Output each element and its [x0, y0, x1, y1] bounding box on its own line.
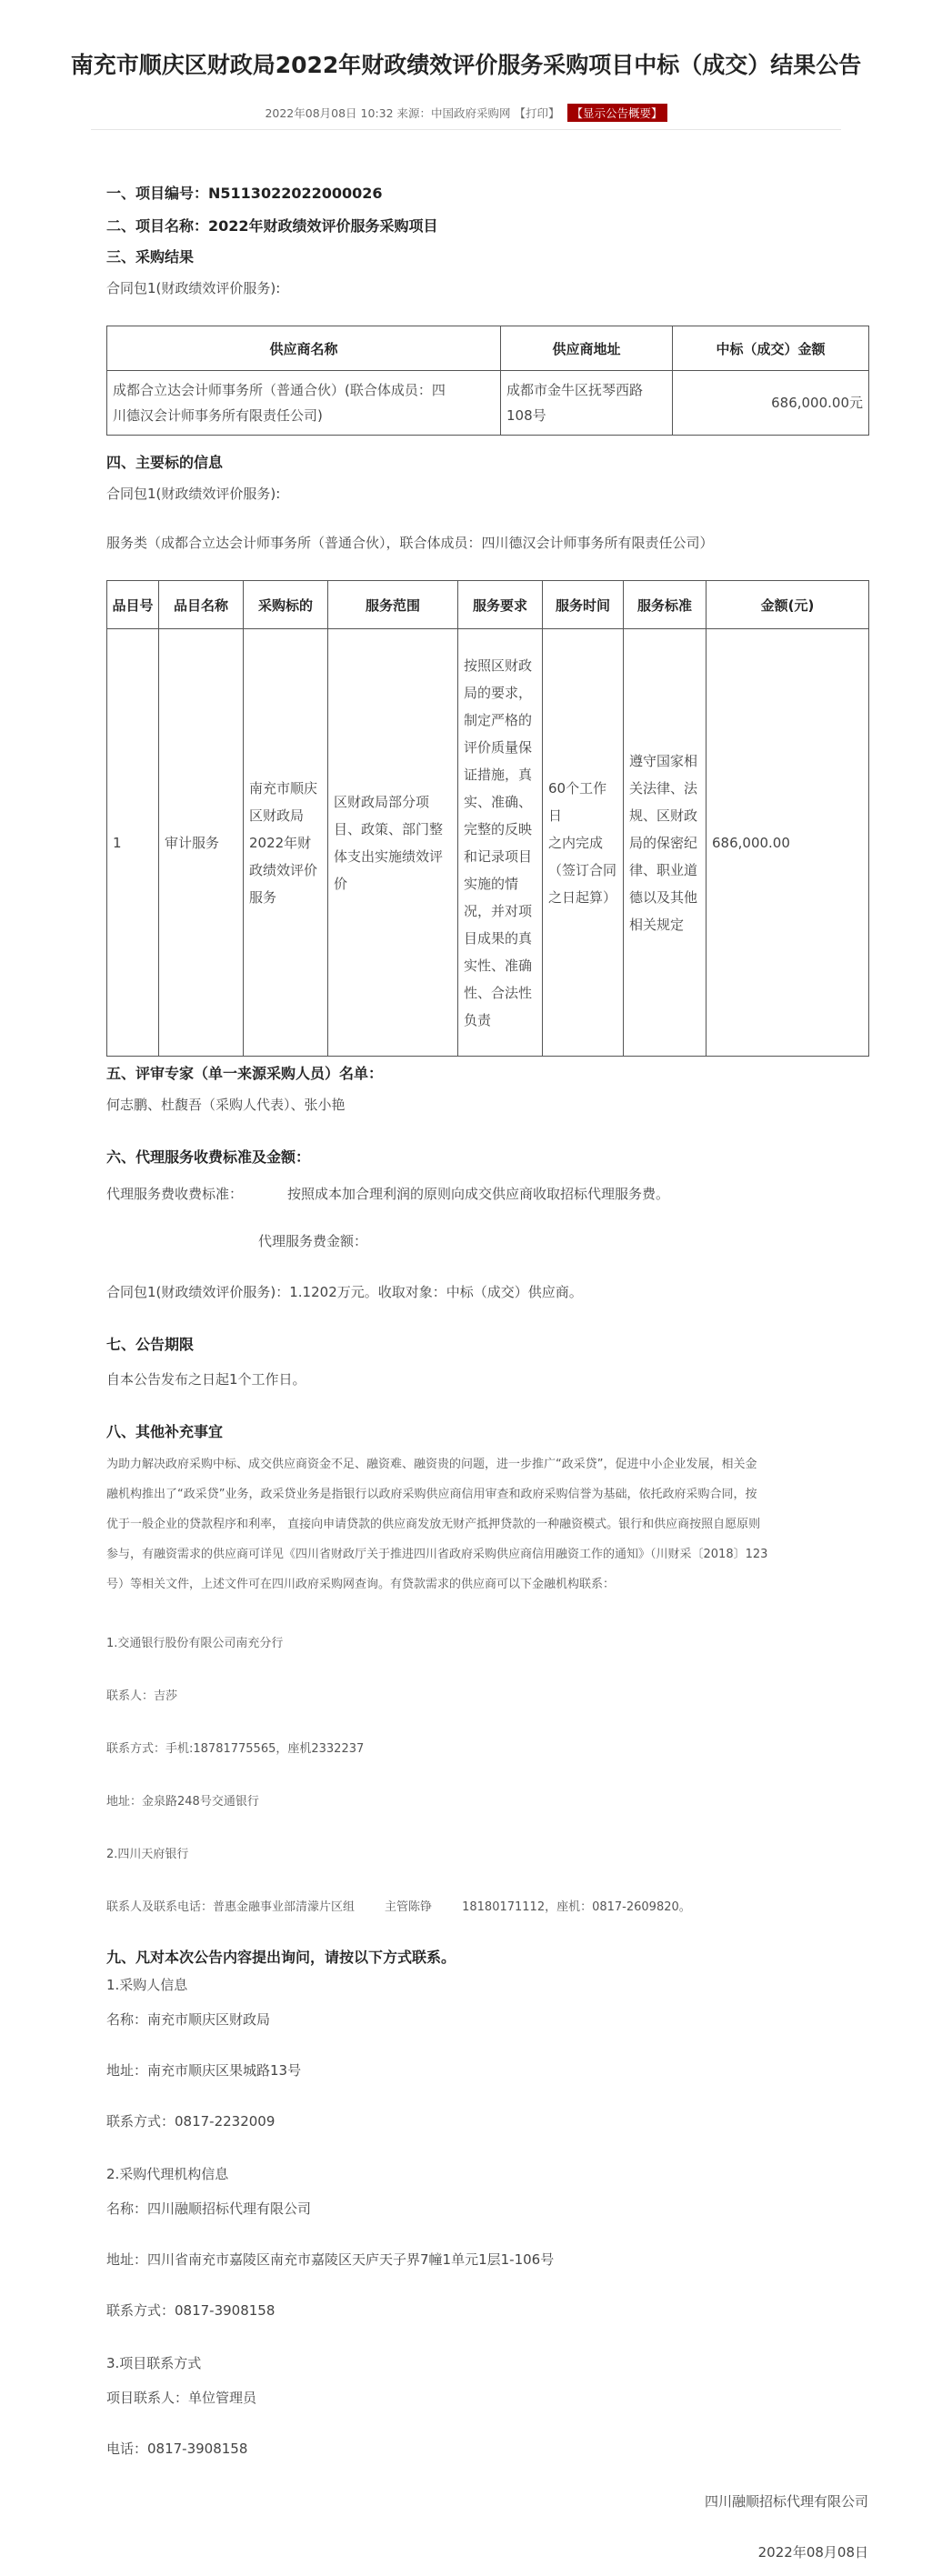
service-type: 服务类（成都合立达会计师事务所（普通合伙），联合体成员：四川德汉会计师事务所有限责任公司） — [106, 535, 714, 551]
table-header: 服务范围 — [328, 581, 458, 629]
package-label: 合同包1(财政绩效评价服务): — [106, 280, 281, 296]
table-row — [107, 371, 869, 436]
agency-title: 2.采购代理机构信息 — [106, 2166, 229, 2182]
table-header: 品目号 — [107, 581, 159, 629]
table-header: 品目名称 — [159, 581, 244, 629]
expert-names: 何志鹏、杜馥吾（采购人代表）、张小艳 — [106, 1097, 346, 1113]
result-table — [106, 326, 869, 436]
item-name: 审计服务 — [159, 629, 244, 1057]
meta-line — [0, 104, 932, 122]
section-heading-items: 四、主要标的信息 — [106, 454, 224, 471]
table-header: 服务标准 — [624, 581, 707, 629]
purchaser-address: 地址：南充市顺庆区果城路13号 — [106, 2062, 302, 2079]
table-header: 金额(元) — [707, 581, 869, 629]
supplier-name: 成都合立达会计师事务所（普通合伙）(联合体成员：四 川德汉会计师事务所有限责任公司) — [107, 371, 501, 436]
source: 来源：中国政府采购网 — [396, 106, 511, 120]
item-standard: 遵守国家相 关法律、法 规、区财政 局的保密纪 律、职业道 德以及其他 相关规定 — [624, 629, 707, 1057]
page-title: 南充市顺庆区财政局2022年财政绩效评价服务采购项目中标（成交）结果公告 — [70, 52, 862, 78]
section-heading-supplementary: 八、其他补充事宜 — [106, 1423, 224, 1440]
project-number: 一、项目编号：N5113022022000026 — [106, 185, 383, 202]
item-amount: 686,000.00 — [707, 629, 869, 1057]
table-header: 服务要求 — [458, 581, 543, 629]
table-row — [107, 629, 869, 1057]
agency-name: 名称：四川融顺招标代理有限公司 — [106, 2200, 312, 2217]
project-contact-title: 3.项目联系方式 — [106, 2355, 202, 2371]
agency-address: 地址：四川省南充市嘉陵区南充市嘉陵区天庐天子界7幢1单元1层1-106号 — [106, 2251, 555, 2268]
project-contact-phone: 电话：0817-3908158 — [106, 2441, 248, 2457]
item-requirement: 按照区财政 局的要求， 制定严格的 评价质量保 证措施，真 实、准确、 完整的反映 和记录项目 实施的情 况，并对项 目成果的真 实性、准确 性、合法性 负责 — [458, 629, 543, 1057]
section-heading-contact: 九、凡对本次公告内容提出询问，请按以下方式联系。 — [106, 1949, 456, 1966]
bank-1-contact: 联系人：吉莎 — [106, 1689, 178, 1703]
item-scope: 区财政局部分项 目、政策、部门整 体支出实施绩效评 价 — [328, 629, 458, 1057]
purchaser-phone: 联系方式：0817-2232009 — [106, 2113, 276, 2130]
fee-standard-value: 按照成本加合理利润的原则向成交供应商收取招标代理服务费。 — [287, 1186, 670, 1202]
table-header: 采购标的 — [244, 581, 328, 629]
publish-date: 2022年08月08日 10:32 — [265, 106, 394, 120]
package-label-2: 合同包1(财政绩效评价服务): — [106, 486, 281, 502]
section-heading-results: 三、采购结果 — [106, 248, 195, 266]
show-summary-button[interactable]: 【显示公告概要】 — [567, 104, 667, 122]
table-header: 供应商地址 — [501, 326, 673, 371]
item-target: 南充市顺庆 区财政局 2022年财 政绩效评价 服务 — [244, 629, 328, 1057]
fee-amount-value: 合同包1(财政绩效评价服务)：1.1202万元。收取对象：中标（成交）供应商。 — [106, 1284, 583, 1300]
item-time: 60个工作日 之内完成 （签订合同 之日起算） — [543, 629, 624, 1057]
table-header: 服务时间 — [543, 581, 624, 629]
bank-1: 1.交通银行股份有限公司南充分行 — [106, 1637, 284, 1650]
item-table — [106, 580, 869, 1057]
agency-phone: 联系方式：0817-3908158 — [106, 2302, 276, 2319]
table-header: 中标（成交）金额 — [673, 326, 869, 371]
footer-organization: 四川融顺招标代理有限公司 — [704, 2493, 868, 2510]
bank-2-contact: 联系人及联系电话：普惠金融事业部清濛片区组 主管陈铮 18180171112，座机：0817-2609820。 — [106, 1900, 691, 1914]
section-heading-period: 七、公告期限 — [106, 1336, 195, 1353]
bank-1-address: 地址：金泉路248号交通银行 — [106, 1795, 259, 1809]
supplier-address: 成都市金牛区抚琴西路 108号 — [501, 371, 673, 436]
project-contact-person: 项目联系人：单位管理员 — [106, 2390, 257, 2406]
item-number: 1 — [107, 629, 159, 1057]
award-amount: 686,000.00元 — [673, 371, 869, 436]
bank-1-phone: 联系方式：手机:18781775565，座机2332237 — [106, 1742, 365, 1756]
divider — [91, 129, 841, 130]
supplementary-paragraph: 为助力解决政府采购中标、成交供应商资金不足、融资难、融资贵的问题，进一步推广“政采贷”，促进中小企业发展，相关金 融机构推出了“政采贷”业务，政采贷业务是指银行以政府采购供应商信用审查和政府采购信誉为基础，依托政府采购合同，按 优于一般企业的贷款程序和利率， 直接向申请贷款的供应商发放无财产抵押贷款的一种融资模式。银行和供应商按照自愿原则 参与，有融资需求的供应商可详见《四川省财政厅关于推进四川省政府采购供应商信用融资工作的通知》（川财采〔2018〕123 号）等相关文件，上述文件可在四川政府采购网查询。有贷款需求的供应商可以下金融机构联系： — [106, 1458, 768, 1591]
period-text: 自本公告发布之日起1个工作日。 — [106, 1371, 306, 1388]
footer-date: 2022年08月08日 — [757, 2544, 868, 2561]
print-link[interactable]: 【打印】 — [514, 106, 560, 120]
fee-amount-label: 代理服务费金额： — [258, 1233, 368, 1249]
fee-standard-label: 代理服务费收费标准： — [106, 1186, 244, 1202]
purchaser-title: 1.采购人信息 — [106, 1977, 188, 1993]
bank-2: 2.四川天府银行 — [106, 1848, 189, 1861]
section-heading-agency-fee: 六、代理服务收费标准及金额： — [106, 1148, 311, 1166]
table-header: 供应商名称 — [107, 326, 501, 371]
project-name: 二、项目名称：2022年财政绩效评价服务采购项目 — [106, 217, 438, 235]
section-heading-experts: 五、评审专家（单一来源采购人员）名单： — [106, 1065, 384, 1082]
purchaser-name: 名称：南充市顺庆区财政局 — [106, 2011, 271, 2028]
